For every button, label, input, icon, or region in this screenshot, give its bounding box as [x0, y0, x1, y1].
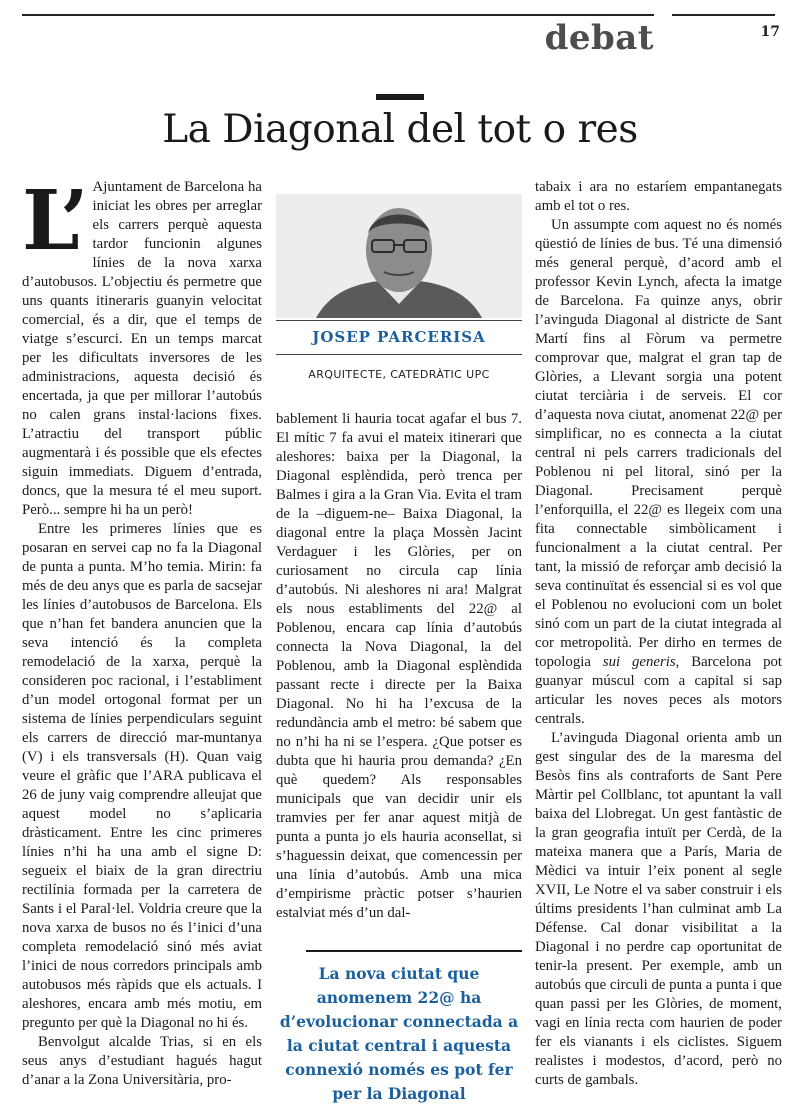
page-number: 17 [760, 24, 780, 40]
paragraph-text: , Barcelona pot guanyar múscul com a capital si sap articular les noves peces als motors centrals. [535, 654, 782, 727]
author-name: JOSEP PARCERISA [312, 328, 486, 346]
paragraph: tabaix i ara no estaríem empantanegats amb el tot o res. [535, 179, 782, 214]
section-label: debat [544, 18, 654, 58]
author-photo [276, 194, 522, 318]
author-role: ARQUITECTE, CATEDRÀTIC UPC [308, 368, 490, 381]
paragraph [22, 173, 262, 520]
paragraph: L’avinguda Diagonal orienta amb un gest singular des de la maresma del Besòs fins als contraforts de Sant Pere Màrtir pel Collblanc, tot apuntant la vall baixa del Llobregat. Un gest fantàstic de la gran geografia intuït per Cerdà, de la mateixa manera que a París, Maria de Mèdici va intuir l’eix ponent al segle XVII, Le Notre el va saber construir i els últims presidents l’han culminat amb La Défense. Cal donar visibilitat a la Diagonal i no perdre cap oportunitat de tenir-la present. Per exemple, amb un autobús que circuli de punta a punta i que quan passi per les Glòries, de moment, vagi en línia recta com haurien de poder fer els vianants i els ciclistes. Siguem realistes i modestos, d’acord, però no curts de gambals. [535, 730, 782, 1088]
paragraph [535, 216, 782, 729]
column-2 [276, 410, 522, 923]
italic-phrase: sui generis [602, 654, 676, 670]
headline: La Diagonal del tot o res [162, 107, 638, 152]
paragraph: bablement li hauria tocat agafar el bus 7. El mític 7 fa avui el mateix itinerari que aleshores: baixa per la Diagonal, la Diagonal esplèndida, però trenca per Balmes i gira a la Gran Via. Evita el tram de la –diguem-ne– Baixa Diagonal, la diagonal entre la plaça Mossèn Jacint Verdaguer i les Glòries, per on curiosament no circula cap línia d’autobús. Ni aleshores ni ara! Malgrat els nous establiments del 22@ al Poblenou, encara cap línia d’autobús connecta la Nova Diagonal, la del Poblenou, amb la Diagonal esplèndida passant recte i directe per la Baixa Diagonal. No hi ha l’excusa de la redundància amb el metro: bé sabem que no n’hi ha ni se l’espera. ¿Que potser es dubta que hi hauria prou demanda? ¿En què quedem? Als responsables municipals que van decidir unir els tramvies per fer anar aquest mitjà de punta a punta jo els hauria aconsellat, si s’haguessin deixat, que comencessin per una línia d’autobús. Amb una mica d’empirisme pràctic potser s’haurien estalviat més d’un dal- [276, 411, 522, 921]
paragraph: Benvolgut alcalde Trias, si en els seus anys d’estudiant hagués hagut d’anar a la Zona Universitària, pro- [22, 1034, 262, 1088]
title-accent-bar [376, 94, 424, 100]
header-rule-right [672, 14, 775, 16]
paragraph-text: Un assumpte com aquest no és només qüestió de línies de bus. Té una dimensió més general perquè, d’acord amb el professor Kevin Lynch, afecta la imatge de Barcelona. Fa quinze anys, obrir l’avinguda Diagonal al districte de Sant Martí fins al Fòrum va permetre comprovar que, malgrat el gran tap de Glòries, a Llevant sorgia una potent ciutat terciària i de serveis. El cor d’aquesta nova ciutat, anomenat 22@ per simplificar, no es connecta a la ciutat central ni pels carrers tradicionals del Poblenou ni pel litoral, sinó per la Diagonal. Precisament perquè l’enforquilla, el 22@ es llegeix com una fita connectable simbòlicament i funcionalment a la ciutat central. Per tant, la missió de reforçar amb decisió la seva continuïtat és essencial si es vol que el Poblenou no evolucioni com un bolet sinó com un part de la ciutat integrada al cor metropolità. Per dirho en termes de topologia [535, 217, 782, 670]
column-1 [22, 173, 262, 1090]
author-rule-top [276, 320, 522, 321]
paragraph-text: Ajuntament de Barcelona ha iniciat les obres per arreglar els carrers perquè aquesta tardor funcionin algunes línies de la nova xarxa d’autobusos. L’objectiu és permetre que uns quants itineraris guanyin velocitat comercial, és a dir, que el temps de viatge s’escurci. En un temps marcat per les dificultats inversores de les administracions, aquesta decisió és encertada, ja que per millorar l’autobús no calen grans instal·lacions fixes. L’atractiu del transport públic augmentarà i és possible que els efectes siguin immediats. Diguem d’entrada, doncs, que la mesura té el meu suport. Però... sempre hi ha un però! [22, 179, 262, 518]
portrait-image [276, 194, 522, 318]
author-rule-bottom [276, 354, 522, 355]
paragraph: Entre les primeres línies que es posaran en servei cap no fa la Diagonal de punta a punta. M’ho temia. Mirin: fa més de deu anys que es parla de sacsejar les línies d’autobusos de Barcelona. Els que n’han fet bandera anuncien que la seva intenció és la completa remodelació de la xarxa, perquè la consideren poc racional, i l’establiment d’un model ortogonal format per un sistema de línies perpendiculars seguint els carrers de direcció mar-muntanya (V) i els transversals (H). Quan vaig veure el gràfic que l’ARA publicava el 26 de juny vaig comprendre alleujat que aquest model no s’aplicaria dràsticament. Entre les cinc primeres línies n’hi ha una amb el signe D: segueix el biaix de la gran directriu rectilínia formada per la carretera de Sants i el Paral·lel. Voldria creure que la nova xarxa de busos no és l’inici d’una completa remodelació sinó més aviat l’inici de nous corredors principals amb autobusos més ràpids que els actuals. I aleshores, encara amb més motiu, em pregunto per què la Diagonal no hi és. [22, 521, 262, 1031]
header-rule-left [22, 14, 654, 16]
pull-quote: La nova ciutat que anomenem 22@ ha d’evolucionar connectada a la ciutat central i aquesta connexió només es pot fer per la Diagonal [279, 964, 519, 1103]
pull-quote-rule [306, 950, 522, 952]
column-3 [535, 178, 782, 1090]
drop-cap: L’ [22, 173, 89, 269]
